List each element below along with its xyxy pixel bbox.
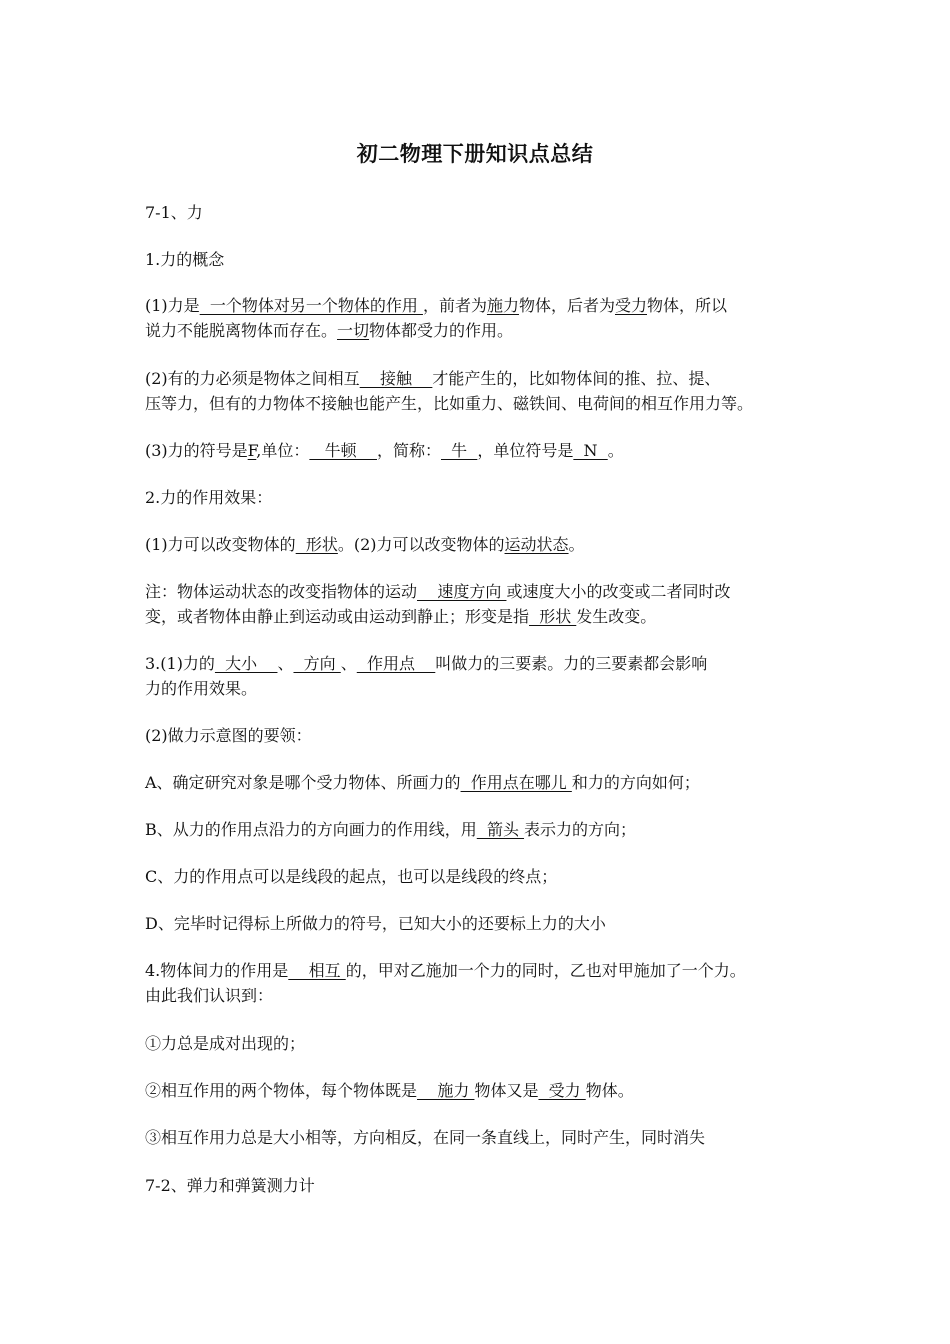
text-run: B、从力的作用点沿力的方向画力的作用线，用 [145,820,477,839]
text-run: 、 [277,654,294,673]
text-run: 注：物体运动状态的改变指物体的运动 [145,582,418,601]
text-line [145,770,817,795]
text-line [145,318,817,343]
paragraph-force-definition [145,293,817,343]
blank-answer: 速度方向 [417,582,507,601]
blank-answer: 作用点 [356,654,436,673]
blank-answer: 牛 [441,441,478,460]
blank-answer: 作用点在哪儿 [460,773,572,792]
text-line [145,651,817,676]
blank-answer: 施力 [486,296,519,315]
text-run: 物体。 [585,1081,634,1100]
conclusion-item-2 [145,1078,817,1103]
blank-answer: 施力 [417,1081,475,1100]
subheading-force-concept: 1.力的概念 [145,250,225,269]
blank-answer: 形状 [295,535,338,554]
text-line: 由此我们认识到： [145,986,274,1005]
text-line [145,817,817,842]
blank-answer: 受力 [614,296,647,315]
blank-answer: 一个物体对另一个物体的作用 [199,296,423,315]
text-run: A、确定研究对象是哪个受力物体、所画力的 [145,773,461,792]
text-run: 才能产生的，比如物体间的推、拉、提、 [432,369,721,388]
blank-answer: 箭头 [476,820,525,839]
text-run: (1)力可以改变物体的 [145,535,296,554]
blank-answer: 相互 [288,961,346,980]
text-line [145,438,817,463]
text-run: ,单位： [256,441,310,460]
text-line: 压等力，但有的力物体不接触也能产生，比如重力、磁铁间、电荷间的相互作用力等。 [145,394,754,413]
text-run: 物体又是 [474,1081,539,1100]
subheading-force-effect: 2.力的作用效果： [145,488,273,507]
text-run: 物体，所以 [647,296,728,315]
blank-answer: 形状 [529,607,577,626]
blank-answer: 一切 [337,321,370,340]
text-line [145,579,817,604]
conclusion-item-1: ①力总是成对出现的； [145,1034,306,1053]
text-run: 说力不能脱离物体而存在。 [145,321,338,340]
text-run: 表示力的方向； [524,820,637,839]
text-run: 变，或者物体由静止到运动或由运动到静止；形变是指 [145,607,530,626]
paragraph-mutual-force [145,958,817,1008]
text-run: 、 [340,654,357,673]
blank-answer: N [573,441,608,460]
paragraph-step-a [145,770,817,795]
text-run: 3.(1)力的 [145,654,215,673]
text-run: (1)力是 [145,296,200,315]
text-run: 物体，后者为 [518,296,615,315]
text-run: 。(2)力可以改变物体的 [337,535,505,554]
blank-answer: 运动状态 [504,535,569,554]
text-run: ②相互作用的两个物体，每个物体既是 [145,1081,418,1100]
section-heading-7-1: 7-1、力 [145,203,203,222]
paragraph-step-d: D、完毕时记得标上所做力的符号，已知大小的还要标上力的大小 [145,914,606,933]
text-run: ，单位符号是 [477,441,574,460]
text-line [145,604,817,629]
paragraph-note [145,579,817,629]
text-run: 4.物体间力的作用是 [145,961,289,980]
document-title: 初二物理下册知识点总结 [356,141,594,166]
text-line [145,532,817,557]
text-line [145,366,817,391]
text-run: ，前者为 [422,296,487,315]
blank-answer: 受力 [538,1081,586,1100]
paragraph-step-b [145,817,817,842]
paragraph-three-elements [145,651,817,701]
blank-answer: 牛顿 [309,441,377,460]
subheading-force-diagram: (2)做力示意图的要领： [145,726,312,745]
blank-answer: 大小 [214,654,278,673]
text-run: (2)有的力必须是物体之间相互 [145,369,360,388]
text-run: 。 [607,441,624,460]
text-line [145,293,817,318]
paragraph-contact-force [145,366,817,416]
section-heading-7-2: 7-2、弹力和弹簧测力计 [145,1176,315,1195]
text-run: 物体都受力的作用。 [369,321,514,340]
text-run: 发生改变。 [576,607,657,626]
blank-answer: 接触 [359,369,433,388]
text-run: 。 [568,535,585,554]
text-run: 和力的方向如何； [571,773,700,792]
paragraph-step-c: C、力的作用点可以是线段的起点，也可以是线段的终点； [145,867,558,886]
blank-answer: F [247,441,257,460]
text-line [145,1078,817,1103]
text-line: 力的作用效果。 [145,679,258,698]
paragraph-force-unit [145,438,817,463]
text-run: 的，甲对乙施加一个力的同时，乙也对甲施加了一个力。 [345,961,746,980]
blank-answer: 方向 [293,654,341,673]
text-line [145,958,817,983]
text-run: 叫做力的三要素。力的三要素都会影响 [435,654,708,673]
paragraph-force-effect [145,532,817,557]
text-run: (3)力的符号是 [145,441,248,460]
conclusion-item-3: ③相互作用力总是大小相等，方向相反，在同一条直线上，同时产生，同时消失 [145,1128,706,1147]
text-run: ，简称： [376,441,441,460]
text-run: 或速度大小的改变或二者同时改 [506,582,731,601]
